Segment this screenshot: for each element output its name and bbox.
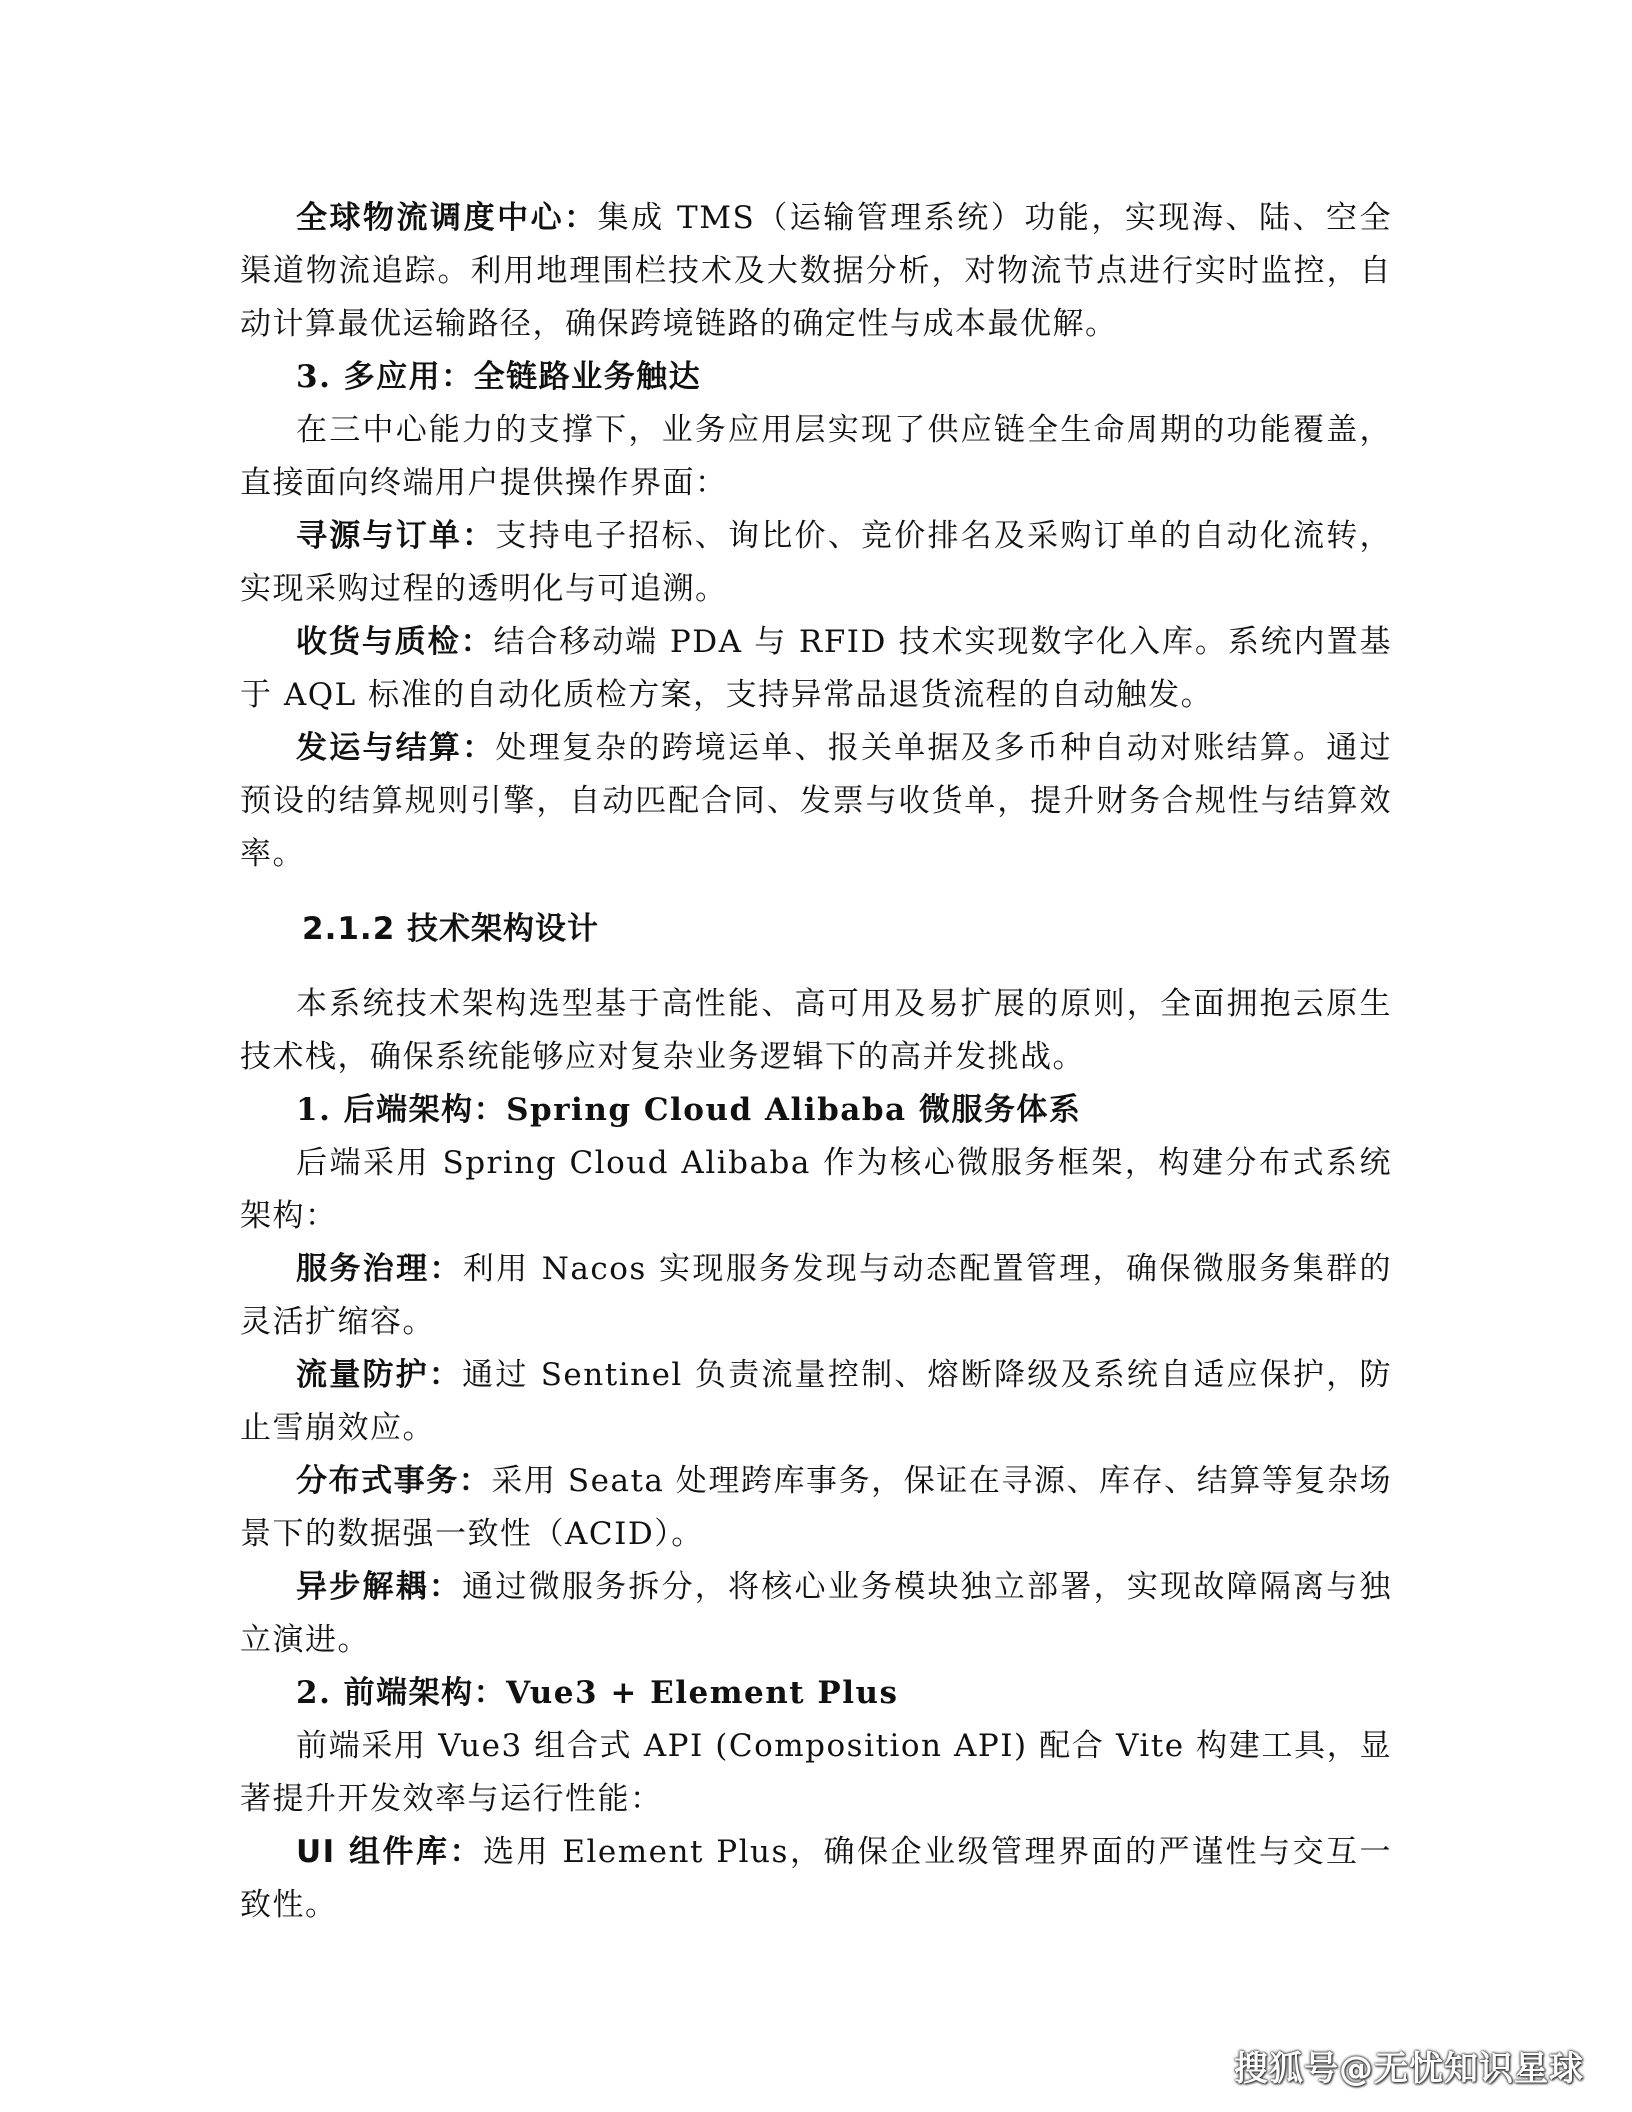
paragraph-label: 收货与质检： [296, 624, 494, 660]
paragraph-text: 通过微服务拆分，将核心业务模块独立部署，实现故障隔离与独立演进。 [240, 1569, 1392, 1658]
paragraph-distributed-transaction [240, 1455, 1392, 1561]
paragraph-text: 利用 Nacos 实现服务发现与动态配置管理，确保微服务集群的灵活扩缩容。 [240, 1251, 1393, 1340]
paragraph-arch-intro: 本系统技术架构选型基于高性能、高可用及易扩展的原则，全面拥抱云原生技术栈，确保系统能够应对复杂业务逻辑下的高并发挑战。 [240, 986, 1392, 1075]
subheading-frontend: 2. 前端架构：Vue3 + Element Plus [296, 1675, 899, 1711]
paragraph-label: 服务治理： [296, 1251, 463, 1287]
paragraph-receiving-qc [240, 616, 1392, 722]
paragraph-text: 通过 Sentinel 负责流量控制、熔断降级及系统自适应保护，防止雪崩效应。 [240, 1357, 1393, 1446]
watermark: 搜狐号@无忧知识星球 [1234, 2049, 1584, 2089]
paragraph-sourcing-orders [240, 510, 1392, 616]
paragraph-async-decoupling [240, 1561, 1392, 1667]
subheading-backend: 1. 后端架构：Spring Cloud Alibaba 微服务体系 [296, 1092, 1082, 1128]
paragraph-shipping-settlement [240, 722, 1392, 881]
paragraph-text: 处理复杂的跨境运单、报关单据及多币种自动对账结算。通过预设的结算规则引擎，自动匹配合同、发票与收货单，提升财务合规性与结算效率。 [240, 730, 1392, 872]
paragraph-label: 流量防护： [296, 1357, 463, 1393]
paragraph-service-governance [240, 1243, 1392, 1349]
paragraph-backend-intro: 后端采用 Spring Cloud Alibaba 作为核心微服务框架，构建分布式系统架构： [240, 1145, 1392, 1234]
paragraph-multi-app-intro: 在三中心能力的支撑下，业务应用层实现了供应链全生命周期的功能覆盖，直接面向终端用户提供操作界面： [240, 412, 1392, 501]
document-page [240, 192, 1392, 1932]
paragraph-text: 选用 Element Plus，确保企业级管理界面的严谨性与交互一致性。 [240, 1834, 1392, 1923]
paragraph-text: 采用 Seata 处理跨库事务，保证在寻源、库存、结算等复杂场景下的数据强一致性（ACID）。 [240, 1463, 1393, 1552]
paragraph-text: 集成 TMS（运输管理系统）功能，实现海、陆、空全渠道物流追踪。利用地理围栏技术及大数据分析，对物流节点进行实时监控，自动计算最优运输路径，确保跨境链路的确定性与成本最优解。 [240, 200, 1392, 342]
subheading-multi-app: 3. 多应用：全链路业务触达 [296, 359, 702, 395]
paragraph-label: 寻源与订单： [296, 518, 496, 554]
paragraph-text: 结合移动端 PDA 与 RFID 技术实现数字化入库。系统内置基于 AQL 标准的自动化质检方案，支持异常品退货流程的自动触发。 [240, 624, 1393, 713]
paragraph-frontend-intro: 前端采用 Vue3 组合式 API (Composition API) 配合 Vite 构建工具，显著提升开发效率与运行性能： [240, 1728, 1392, 1817]
paragraph-label: 全球物流调度中心： [296, 200, 598, 236]
paragraph-logistics-center [240, 192, 1392, 351]
paragraph-traffic-protection [240, 1349, 1392, 1455]
paragraph-label: 异步解耦： [296, 1569, 463, 1605]
section-heading: 2.1.2 技术架构设计 [302, 911, 600, 947]
paragraph-label: 发运与结算： [296, 730, 496, 766]
paragraph-label: 分布式事务： [296, 1463, 492, 1499]
paragraph-ui-library [240, 1826, 1392, 1932]
paragraph-text: 支持电子招标、询比价、竞价排名及采购订单的自动化流转，实现采购过程的透明化与可追溯。 [240, 518, 1392, 607]
paragraph-label: UI 组件库： [296, 1834, 484, 1870]
